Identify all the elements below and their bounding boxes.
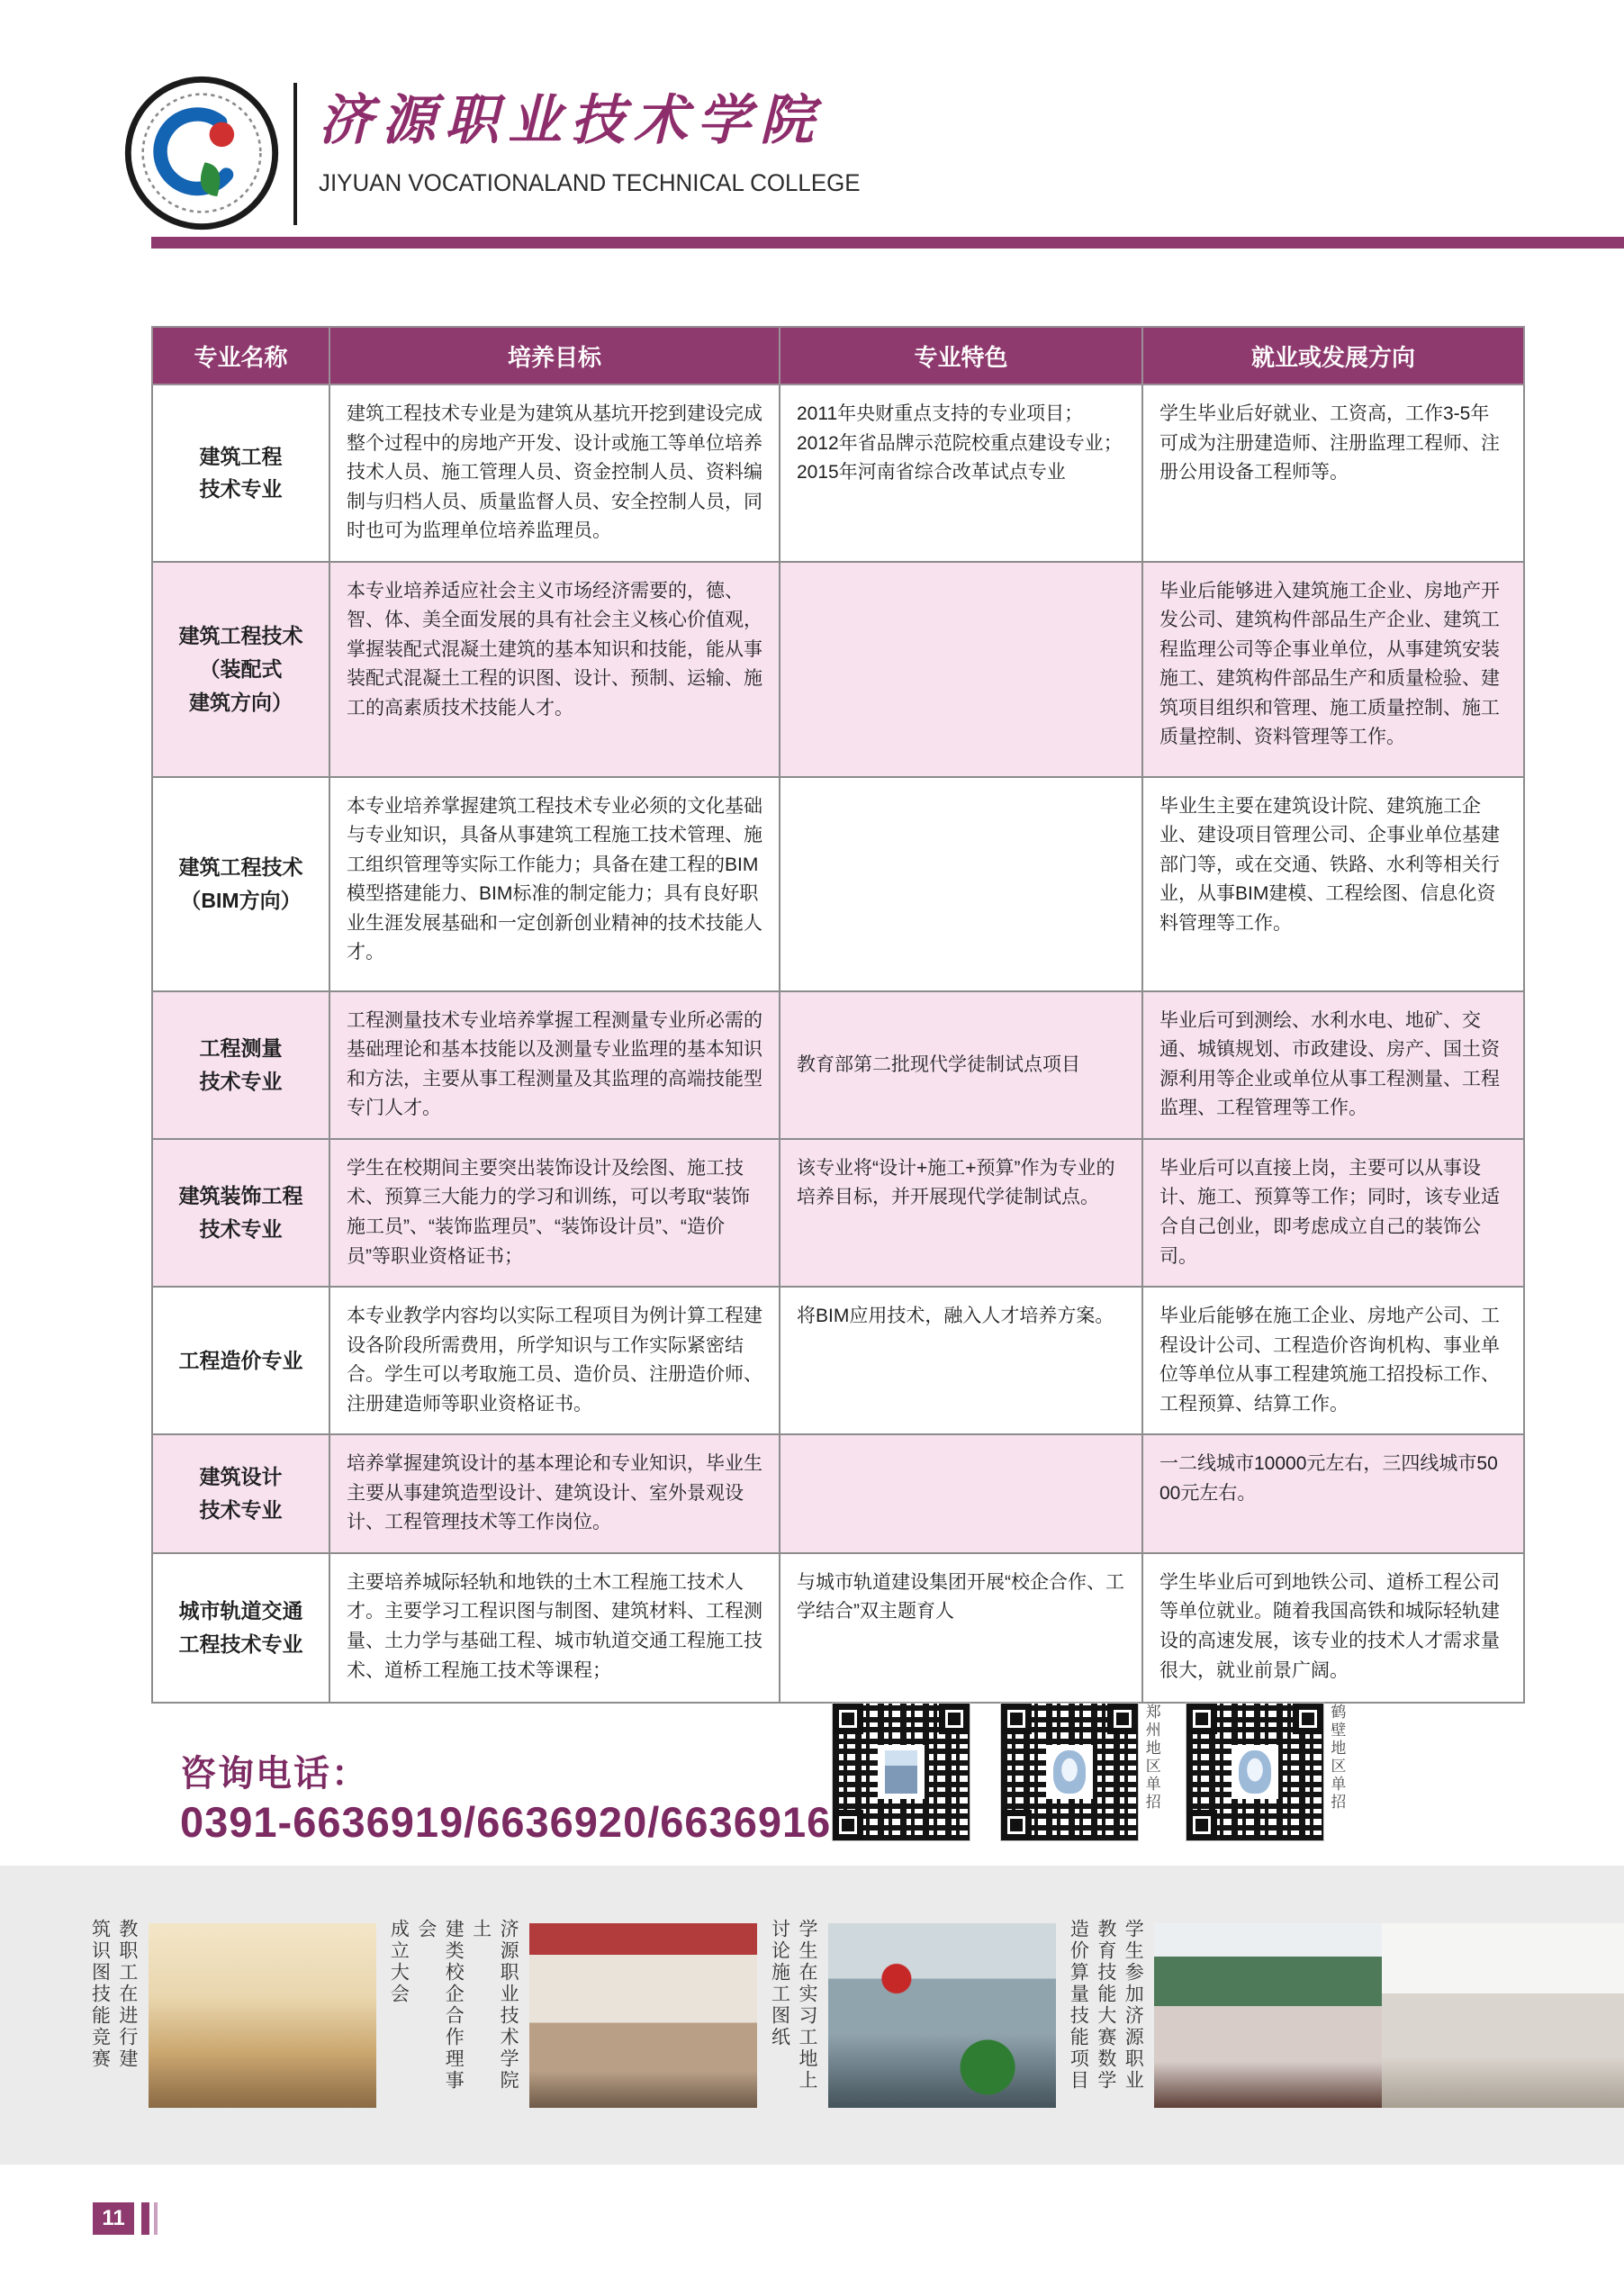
- career-cell: 一二线城市10000元左右，三四线城市5000元左右。: [1142, 1434, 1524, 1553]
- table-header-row: [152, 327, 1524, 384]
- qr-finder-icon: [1001, 1704, 1032, 1734]
- qr-label-zhengzhou: 郑州地区单招: [1142, 1704, 1160, 1812]
- goal-cell: 工程测量技术专业培养掌握工程测量专业所必需的基础理论和基本技能以及测量专业监理的基本知识和方法，主要从事工程测量及其监理的高端技能型专门人才。: [329, 991, 780, 1139]
- feature-cell: [780, 777, 1142, 991]
- table-row: [152, 1553, 1524, 1703]
- header: [124, 76, 883, 231]
- goal-cell: 学生在校期间主要突出装饰设计及绘图、施工技术、预算三大能力的学习和训练，可以考取“装饰施工员”、“装饰监理员”、“装饰设计员”、“造价员”等职业资格证书；: [329, 1139, 780, 1287]
- photo-council-founding-meeting: [529, 1923, 757, 2108]
- feature-cell: 2011年央财重点支持的专业项目； 2012年省品牌示范院校重点建设专业； 2015年河南省综合改革试点专业: [780, 384, 1142, 562]
- career-cell: 毕业后能够进入建筑施工企业、房地产开发公司、建筑构件部品生产企业、建筑工程监理公司等企事业单位，从事建筑安装施工、建筑构件部品生产和质量检验、建筑项目组织和管理、施工质量控制、施工质量控制、资料管理等工作。: [1142, 562, 1524, 777]
- table-row: [152, 384, 1524, 562]
- feature-cell: 与城市轨道建设集团开展“校企合作、工学结合”双主题育人: [780, 1553, 1142, 1703]
- table-row: [152, 1434, 1524, 1553]
- table-row: [152, 562, 1524, 777]
- college-logo-icon: [124, 76, 279, 231]
- header-divider: [293, 83, 297, 225]
- table-row: [152, 1139, 1524, 1287]
- qr-code-icon: [833, 1704, 970, 1840]
- qr-code-icon: [1001, 1704, 1138, 1840]
- majors-table: [151, 326, 1525, 1704]
- qr-finder-icon: [1293, 1704, 1323, 1734]
- qr-item: [833, 1704, 974, 1840]
- goal-cell: 主要培养城际轻轨和地铁的土木工程施工技术人才。主要学习工程识图与制图、建筑材料、工程测量、土力学与基础工程、城市轨道交通工程施工技术、道桥工程施工技术等课程；: [329, 1553, 780, 1703]
- building-icon: [885, 1750, 917, 1793]
- qr-finder-icon: [1186, 1810, 1217, 1840]
- goal-cell: 培养掌握建筑设计的基本理论和专业知识，毕业生主要从事建筑造型设计、建筑设计、室外景观设计、工程管理技术等工作岗位。: [329, 1434, 780, 1553]
- qq-penguin-icon: [1239, 1750, 1271, 1793]
- major-name-cell: 工程测量 技术专业: [152, 991, 329, 1139]
- qr-finder-icon: [1107, 1704, 1138, 1734]
- photo-strip: [0, 1866, 1624, 2165]
- column-header-career: 就业或发展方向: [1142, 327, 1524, 384]
- photo-skills-competition-lab: [1154, 1923, 1382, 2108]
- career-cell: 毕业后可到测绘、水利水电、地矿、交通、城镇规划、市政建设、房产、国土资源利用等企业或单位从事工程测量、工程监理、工程管理等工作。: [1142, 991, 1524, 1139]
- major-name-cell: 建筑工程技术 （装配式 建筑方向）: [152, 562, 329, 777]
- contact-phone-numbers: 0391-6636919/6636920/6636916: [180, 1798, 832, 1846]
- qr-finder-icon: [833, 1810, 863, 1840]
- qr-code-group: [833, 1704, 1371, 1840]
- photo-construction-site-discussion: [828, 1923, 1056, 2108]
- column-header-goal: 培养目标: [329, 327, 780, 384]
- college-name-zh: 济源职业技术学院: [319, 89, 823, 152]
- table-row: [152, 1287, 1524, 1434]
- career-cell: 毕业后可以直接上岗，主要可以从事设计、施工、预算等工作；同时，该专业适合自己创业，即考虑成立自己的装饰公司。: [1142, 1139, 1524, 1287]
- major-name-cell: 建筑设计 技术专业: [152, 1434, 329, 1553]
- table-row: [152, 777, 1524, 991]
- feature-cell: [780, 1434, 1142, 1553]
- goal-cell: 本专业培养掌握建筑工程技术专业必须的文化基础与专业知识，具备从事建筑工程施工技术管理、施工组织管理等实际工作能力；具备在建工程的BIM模型搭建能力、BIM标准的制定能力；具有良好职业生涯发展基础和一定创新创业精神的技术技能人才。: [329, 777, 780, 991]
- contact-label: 咨询电话：: [180, 1754, 369, 1794]
- feature-cell: [780, 562, 1142, 777]
- major-name-cell: 建筑装饰工程 技术专业: [152, 1139, 329, 1287]
- major-name-cell: 城市轨道交通 工程技术专业: [152, 1553, 329, 1703]
- goal-cell: 本专业培养适应社会主义市场经济需要的，德、智、体、美全面发展的具有社会主义核心价值观，掌握装配式混凝土建筑的基本知识和技能，能从事装配式混凝土工程的识图、设计、预制、运输、施工的高素质技术技能人才。: [329, 562, 780, 777]
- career-cell: 毕业生主要在建筑设计院、建筑施工企业、建设项目管理公司、企事业单位基建部门等，或在交通、铁路、水利等相关行业，从事BIM建模、工程绘图、信息化资料管理等工作。: [1142, 777, 1524, 991]
- feature-cell: 教育部第二批现代学徒制试点项目: [780, 991, 1142, 1139]
- qr-finder-icon: [939, 1704, 970, 1734]
- photo-drawing-competition: [149, 1923, 376, 2108]
- major-name-cell: 建筑工程技术 （BIM方向）: [152, 777, 329, 991]
- goal-cell: 建筑工程技术专业是为建筑从基坑开挖到建设完成整个过程中的房地产开发、设计或施工等单位培养技术人员、施工管理人员、资金控制人员、资料编制与归档人员、质量监督人员、安全控制人员，同时也可为监理单位培养监理员。: [329, 384, 780, 562]
- qr-finder-icon: [1001, 1810, 1032, 1840]
- college-name-en: JIYUAN VOCATIONALAND TECHNICAL COLLEGE: [319, 169, 861, 196]
- feature-cell: 将BIM应用技术，融入人才培养方案。: [780, 1287, 1142, 1434]
- qr-item: [1001, 1704, 1159, 1840]
- goal-cell: 本专业教学内容均以实际工程项目为例计算工程建设各阶段所需费用，所学知识与工作实际紧密结合。学生可以考取施工员、造价员、注册造价师、注册建造师等职业资格证书。: [329, 1287, 780, 1434]
- feature-cell: 该专业将“设计+施工+预算”作为专业的培养目标，并开展现代学徒制试点。: [780, 1139, 1142, 1287]
- qr-code-icon: [1186, 1704, 1323, 1840]
- qr-label-hebi: 鹤壁地区单招: [1328, 1704, 1346, 1812]
- career-cell: 毕业后能够在施工企业、房地产公司、工程设计公司、工程造价咨询机构、事业单位等单位从事工程建筑施工招投标工作、工程预算、结算工作。: [1142, 1287, 1524, 1434]
- footer-stripe: [154, 2202, 158, 2235]
- page-number: 11: [93, 2202, 134, 2235]
- footer-stripe: [141, 2202, 149, 2235]
- major-name-cell: 工程造价专业: [152, 1287, 329, 1434]
- major-name-cell: 建筑工程 技术专业: [152, 384, 329, 562]
- career-cell: 学生毕业后好就业、工资高，工作3-5年可成为注册建造师、注册监理工程师、注册公用设备工程师等。: [1142, 384, 1524, 562]
- career-cell: 学生毕业后可到地铁公司、道桥工程公司等单位就业。随着我国高铁和城际轻轨建设的高速发展，该专业的技术人才需求量很大，就业前景广阔。: [1142, 1553, 1524, 1703]
- accent-bar: [151, 237, 1624, 249]
- column-header-feature: 专业特色: [780, 327, 1142, 384]
- qr-finder-icon: [833, 1704, 863, 1734]
- column-header-major-name: 专业名称: [152, 327, 329, 384]
- qr-item: [1186, 1704, 1345, 1840]
- table-row: [152, 991, 1524, 1139]
- photo-caption: 学生在实习工地上 讨论施工图纸: [769, 1918, 817, 2092]
- qq-penguin-icon: [1053, 1750, 1086, 1793]
- photo-caption: 教职工在进行建 筑识图技能竞赛: [89, 1918, 138, 2070]
- photo-caption: 济源职业技术学院土 建类校企合作理事会 成立大会: [388, 1918, 519, 2092]
- qr-finder-icon: [1186, 1704, 1217, 1734]
- photo-caption: 学生参加济源职业 教育技能大赛数学 造价算量技能项目: [1068, 1918, 1144, 2092]
- photo-computer-lab: [1382, 1923, 1624, 2108]
